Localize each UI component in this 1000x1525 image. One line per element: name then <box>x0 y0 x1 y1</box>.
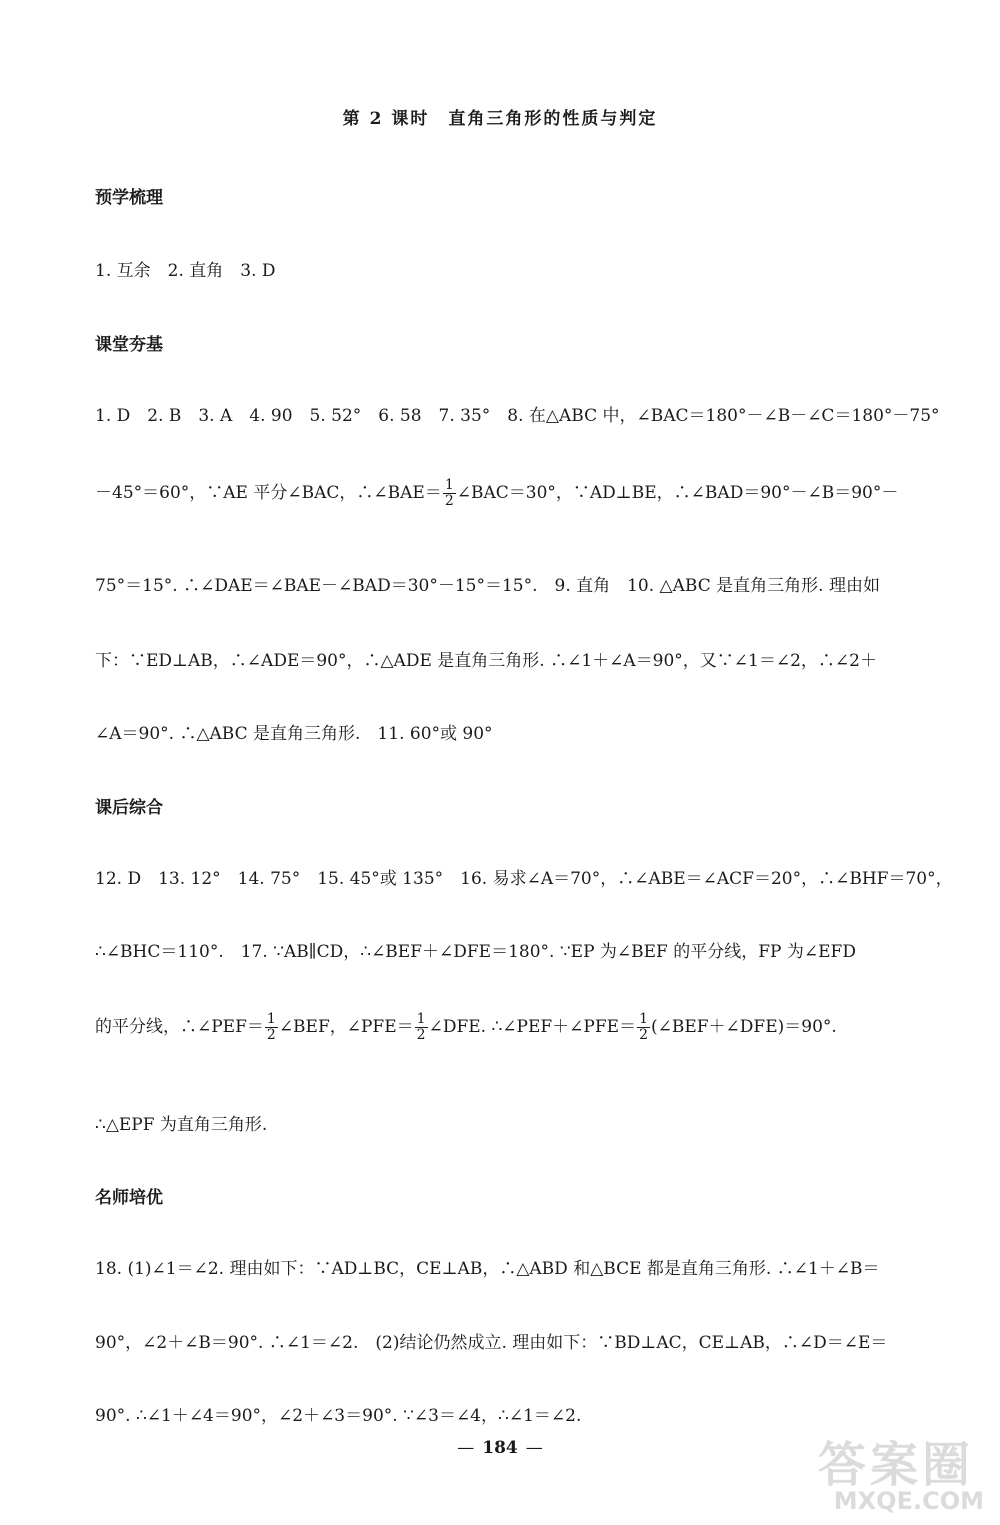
preview-line-1: 1. 互余 2. 直角 3. D <box>95 261 276 281</box>
fraction-one-half: $\frac{1}{2}$ <box>416 1011 426 1043</box>
master-line-2: 90°，∠2＋∠B＝90°. ∴∠1＝∠2. (2)结论仍然成立. 理由如下：∵BD⊥AC，CE⊥AB，∴∠D＝∠E＝ <box>95 1333 888 1353</box>
page-number-value: 184 <box>482 1438 518 1458</box>
fraction-one-half: $\frac{1}{2}$ <box>639 1011 648 1043</box>
section-heading-preview: 预学梳理 <box>95 188 163 208</box>
after-class-line-3: 的平分线，∴∠PEF＝ $\frac{1}{2}$ ∠BEF，∠PFE＝ $\frac{1}{2}$ ∠DFE. ∴∠PEF＋∠PFE＝ $\frac{1}{2}$ (∠BEF＋∠DFE)＝90°. <box>95 1011 837 1043</box>
section-heading-classroom: 课堂夯基 <box>95 335 163 355</box>
section-heading-master: 名师培优 <box>95 1188 163 1208</box>
classroom-line-1: 1. D 2. B 3. A 4. 90 5. 52° 6. 58 7. 35° 8. 在△ABC 中，∠BAC＝180°－∠B－∠C＝180°－75° <box>95 406 940 426</box>
classroom-line-2b: ∠BAC＝30°，∵AD⊥BE，∴∠BAD＝90°－∠B＝90°－ <box>456 483 899 503</box>
classroom-line-5: ∠A＝90°. ∴△ABC 是直角三角形. 11. 60°或 90° <box>95 724 493 744</box>
master-line-1: 18. (1)∠1＝∠2. 理由如下：∵AD⊥BC，CE⊥AB，∴△ABD 和△BCE 都是直角三角形. ∴∠1＋∠B＝ <box>95 1259 880 1279</box>
watermark-logo <box>792 1424 992 1519</box>
master-line-3: 90°. ∴∠1＋∠4＝90°，∠2＋∠3＝90°. ∵∠3＝∠4，∴∠1＝∠2. <box>95 1406 582 1426</box>
page-number-dash-left: — <box>457 1438 475 1458</box>
classroom-line-2a: －45°＝60°，∵AE 平分∠BAC，∴∠BAE＝ <box>95 483 442 503</box>
watermark-text: 答案圈 <box>817 1437 974 1493</box>
after-class-line-4: ∴△EPF 为直角三角形. <box>95 1115 268 1135</box>
fraction-one-half: $\frac{1}{2}$ <box>444 477 454 509</box>
after-class-line-1: 12. D 13. 12° 14. 75° 15. 45°或 135° 16. 易求∠A＝70°，∴∠ABE＝∠ACF＝20°，∴∠BHF＝70°， <box>95 869 953 889</box>
after-class-line-2: ∴∠BHC＝110°. 17. ∵AB∥CD，∴∠BEF＋∠DFE＝180°. ∵EP 为∠BEF 的平分线，FP 为∠EFD <box>95 942 856 962</box>
classroom-line-4: 下：∵ED⊥AB，∴∠ADE＝90°，∴△ADE 是直角三角形. ∴∠1＋∠A＝90°，又∵∠1＝∠2，∴∠2＋ <box>95 651 877 671</box>
fraction-one-half: $\frac{1}{2}$ <box>266 1011 276 1043</box>
classroom-line-2 <box>95 478 975 509</box>
classroom-line-3: 75°＝15°. ∴∠DAE＝∠BAE－∠BAD＝30°－15°＝15°. 9. 直角 10. △ABC 是直角三角形. 理由如 <box>95 576 880 596</box>
page-number-dash-right: — <box>525 1438 543 1458</box>
page-title: 第 2 课时 直角三角形的性质与判定 <box>342 109 658 129</box>
section-heading-after-class: 课后综合 <box>95 798 163 818</box>
watermark-url: MXQE.COM <box>833 1487 984 1515</box>
